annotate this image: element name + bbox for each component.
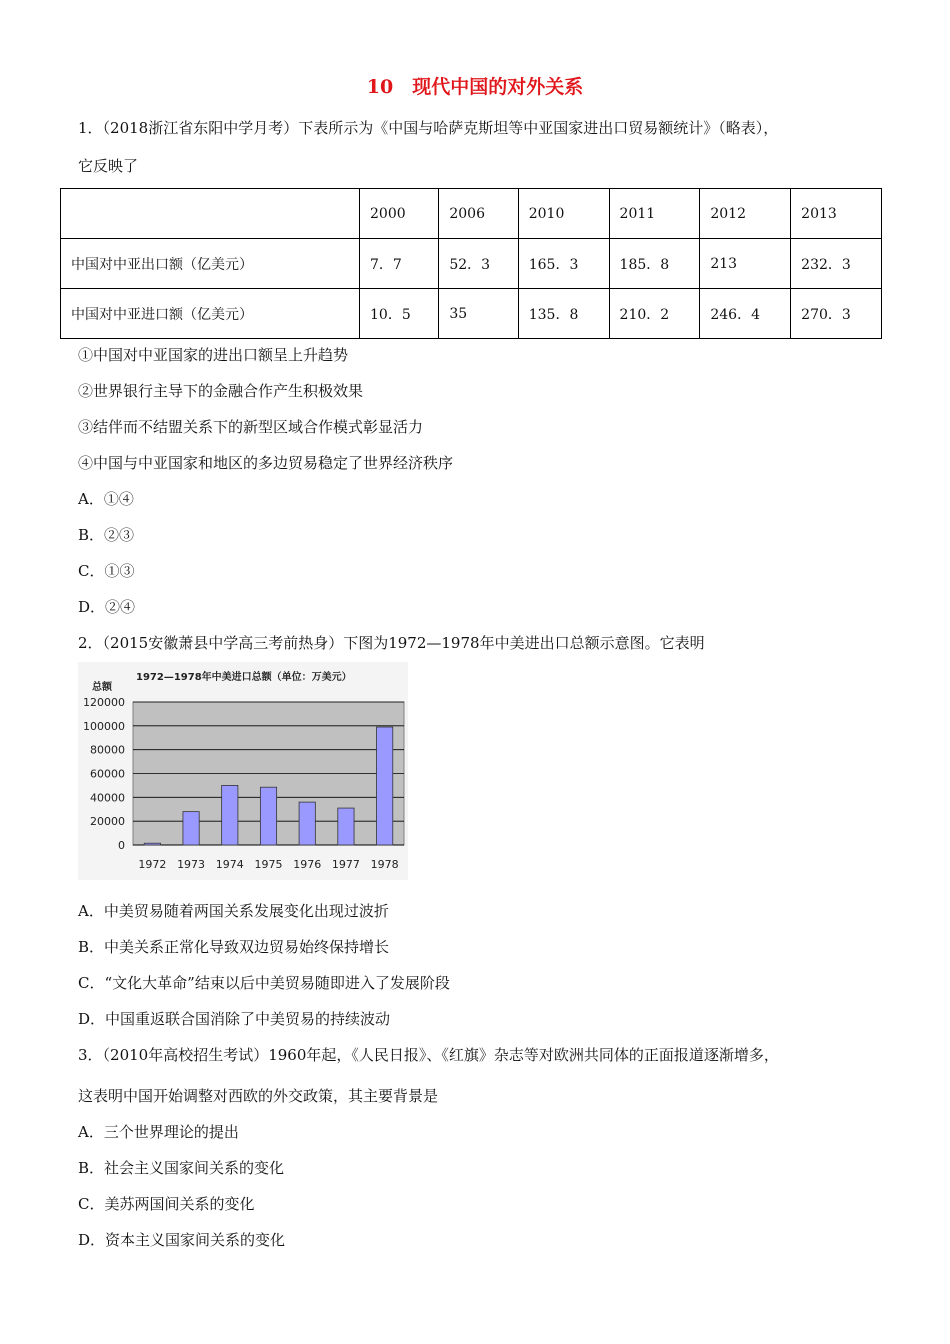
- x-tick-label: 1972: [138, 858, 167, 871]
- table-row: [61, 239, 882, 289]
- x-tick-label: 1977: [331, 858, 360, 871]
- year-header: 2011: [609, 189, 700, 239]
- y-tick-label: 40000: [90, 791, 125, 805]
- q1-option-b: B．②③: [78, 526, 135, 544]
- table-corner-cell: [61, 189, 360, 239]
- trade-bar-chart: [78, 662, 408, 880]
- y-tick-label: 0: [118, 839, 125, 852]
- q1-option-d: D．②④: [78, 598, 136, 616]
- year-header: 2000: [360, 189, 439, 239]
- row-label: 中国对中亚进口额（亿美元）: [61, 289, 360, 339]
- q3-option-d: D．资本主义国家间关系的变化: [78, 1231, 286, 1249]
- chart-svg: [78, 662, 408, 880]
- y-tick-label: 60000: [90, 767, 125, 781]
- year-header: 2006: [439, 189, 518, 239]
- y-tick-label: 20000: [90, 815, 125, 829]
- table-cell: 52．3: [439, 239, 518, 289]
- row-label: 中国对中亚出口额（亿美元）: [61, 239, 360, 289]
- q1-stem-line1: 1．（2018浙江省东阳中学月考）下表所示为《中国与哈萨克斯坦等中亚国家进出口贸易额统计》（略表），: [78, 119, 779, 137]
- q1-option-c: C．①③: [78, 562, 135, 580]
- table-cell: 232．3: [791, 239, 882, 289]
- bar: [144, 843, 160, 845]
- page-title: 10 现代中国的对外关系: [366, 76, 584, 98]
- table-cell: 210．2: [609, 289, 700, 339]
- q3-stem-line2: 这表明中国开始调整对西欧的外交政策，其主要背景是: [78, 1087, 439, 1105]
- table-cell: 213: [700, 239, 791, 289]
- q3-option-b: B．社会主义国家间关系的变化: [78, 1159, 285, 1177]
- table-header-row: [61, 189, 882, 239]
- chart-title: 1972—1978年中美进口总额（单位：万美元）: [136, 672, 352, 683]
- x-tick-label: 1976: [293, 858, 322, 871]
- bar: [338, 808, 354, 845]
- table-cell: 7．7: [360, 239, 439, 289]
- bar: [183, 812, 199, 845]
- y-axis-label: 总额: [92, 682, 112, 693]
- table-cell: 185．8: [609, 239, 700, 289]
- y-tick-label: 120000: [83, 696, 125, 709]
- q1-statement-1: ①中国对中亚国家的进出口额呈上升趋势: [78, 346, 349, 364]
- table-cell: 165．3: [518, 239, 609, 289]
- bar: [222, 785, 238, 845]
- q2-option-c: C．“文化大革命”结束以后中美贸易随即进入了发展阶段: [78, 974, 450, 992]
- q1-option-a: A．①④: [78, 490, 134, 508]
- table-cell: 270．3: [791, 289, 882, 339]
- x-tick-label: 1974: [215, 858, 244, 871]
- q3-option-c: C．美苏两国间关系的变化: [78, 1195, 255, 1213]
- table-cell: 10．5: [360, 289, 439, 339]
- year-header: 2010: [518, 189, 609, 239]
- bar: [299, 802, 315, 845]
- table-cell: 246．4: [700, 289, 791, 339]
- q2-option-d: D．中国重返联合国消除了中美贸易的持续波动: [78, 1010, 391, 1028]
- bar: [260, 787, 276, 845]
- trade-table: [60, 188, 882, 339]
- bar: [377, 727, 393, 845]
- year-header: 2013: [791, 189, 882, 239]
- q3-option-a: A．三个世界理论的提出: [78, 1123, 239, 1141]
- q3-stem-line1: 3．（2010年高校招生考试）1960年起，《人民日报》、《红旗》杂志等对欧洲共同体的正面报道逐渐增多，: [78, 1046, 779, 1064]
- y-tick-label: 100000: [83, 719, 125, 733]
- q1-stem-line2: 它反映了: [78, 157, 139, 175]
- x-tick-label: 1975: [254, 858, 283, 871]
- table-cell: 35: [439, 289, 518, 339]
- table-row: [61, 289, 882, 339]
- q2-stem: 2．（2015安徽萧县中学高三考前热身）下图为1972—1978年中美进出口总额示意图。它表明: [78, 634, 705, 652]
- q1-statement-4: ④中国与中亚国家和地区的多边贸易稳定了世界经济秩序: [78, 454, 454, 472]
- table-cell: 135．8: [518, 289, 609, 339]
- q1-statement-2: ②世界银行主导下的金融合作产生积极效果: [78, 382, 364, 400]
- x-tick-label: 1973: [177, 858, 206, 871]
- year-header: 2012: [700, 189, 791, 239]
- q2-option-a: A．中美贸易随着两国关系发展变化出现过波折: [78, 902, 389, 920]
- y-tick-label: 80000: [90, 743, 125, 757]
- q2-option-b: B．中美关系正常化导致双边贸易始终保持增长: [78, 938, 390, 956]
- x-tick-label: 1978: [370, 858, 399, 871]
- q1-statement-3: ③结伴而不结盟关系下的新型区域合作模式彰显活力: [78, 418, 424, 436]
